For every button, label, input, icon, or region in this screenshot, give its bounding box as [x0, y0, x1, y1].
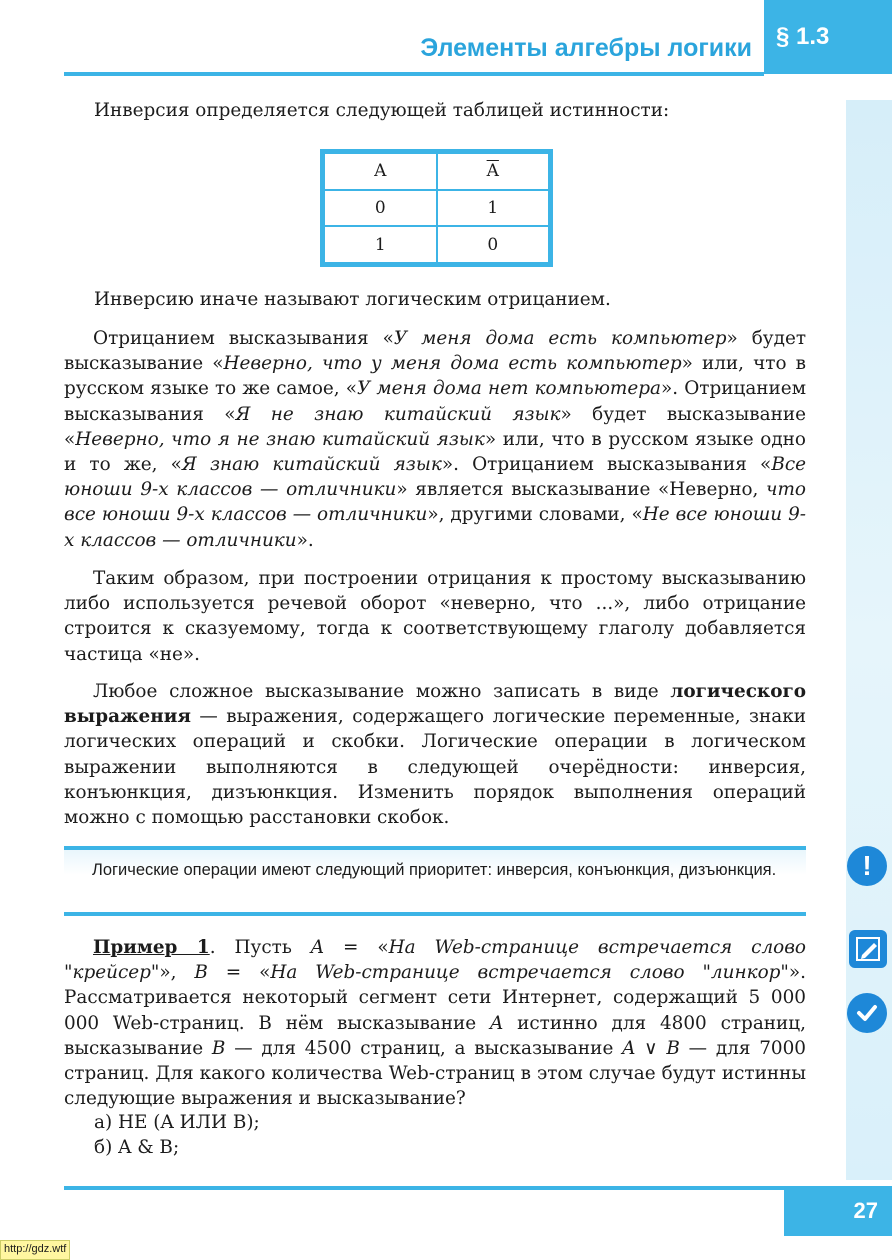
negation-definition: Инверсию иначе называют логическим отрицанием.	[94, 289, 611, 310]
table-row	[323, 190, 551, 226]
priority-note-box	[64, 846, 806, 916]
example-item-a: а) НЕ (A ИЛИ B);	[94, 1112, 260, 1133]
table-cell: 0	[437, 226, 551, 264]
example-item-b: б) A & B;	[94, 1137, 180, 1158]
table-header-row	[323, 152, 551, 190]
priority-note-text: Логические операции имеют следующий приоритет: инверсия, конъюнкция, дизъюнкция.	[92, 861, 777, 879]
table-cell: 1	[323, 226, 437, 264]
table-row	[323, 226, 551, 264]
table-cell: 0	[323, 190, 437, 226]
checkmark-icon	[847, 993, 887, 1033]
example-paragraph: Пример 1. Пусть A = «На Web-странице встречается слово "крейсер"», B = «На Web-странице встречается слово "линкор"». Рассматривается некоторый сегмент сети Интернет, содержащий 5 000 000 Web-страниц. В нём высказывание A истинно для 4800 страниц, высказывание B — для 4500 страниц, а высказывание A ∨ B — для 7000 страниц. Для какого количества Web-страниц в этом случае будут истинны следующие выражения и высказывание?	[64, 937, 807, 1110]
page-number: 27	[784, 1186, 892, 1236]
table-cell: 1	[437, 190, 551, 226]
table-header-not-a: $\overline{A}$	[437, 152, 551, 190]
watermark-link[interactable]: http://gdz.wtf	[0, 1240, 70, 1260]
pencil-icon	[849, 930, 887, 968]
negation-examples-paragraph: Отрицанием высказывания «У меня дома есть компьютер» будет высказывание «Неверно, что у меня дома есть компьютер» или, что в русском языке то же самое, «У меня дома нет компьютера». Отрицанием высказывания «Я не знаю китайский язык» будет высказывание «Неверно, что я не знаю китайский язык» или, что в русском языке одно и то же, «Я знаю китайский язык». Отрицанием высказывания «Все юноши 9-х классов — отличники» является высказывание «Неверно, что все юноши 9-х классов — отличники», другими словами, «Не все юноши 9-х классов — отличники».	[64, 328, 807, 551]
footer-divider	[64, 1186, 784, 1190]
intro-text: Инверсия определяется следующей таблицей истинности:	[94, 100, 670, 121]
chapter-title: Элементы алгебры логики	[420, 34, 752, 62]
header-divider	[64, 72, 764, 76]
truth-table	[320, 149, 553, 267]
negation-construction-paragraph: Таким образом, при построении отрицания к простому высказыванию либо используется речевой оборот «неверно, что ...», либо отрицание строится к сказуемому, тогда к соответствующему глаголу добавляется частица «не».	[64, 568, 806, 665]
table-header-a: A	[323, 152, 437, 190]
logical-expression-paragraph: Любое сложное высказывание можно записать в виде логического выражения — выражения, содержащего логические переменные, знаки логических операций и скобки. Логические операции в логическом выражении выполняются в следующей очерёдности: инверсия, конъюнкция, дизъюнкция. Изменить порядок выполнения операций можно с помощью расстановки скобок.	[64, 681, 806, 829]
example-label: Пример 1	[93, 937, 210, 958]
section-number: § 1.3	[764, 0, 892, 74]
exclamation-icon: !	[847, 846, 887, 886]
